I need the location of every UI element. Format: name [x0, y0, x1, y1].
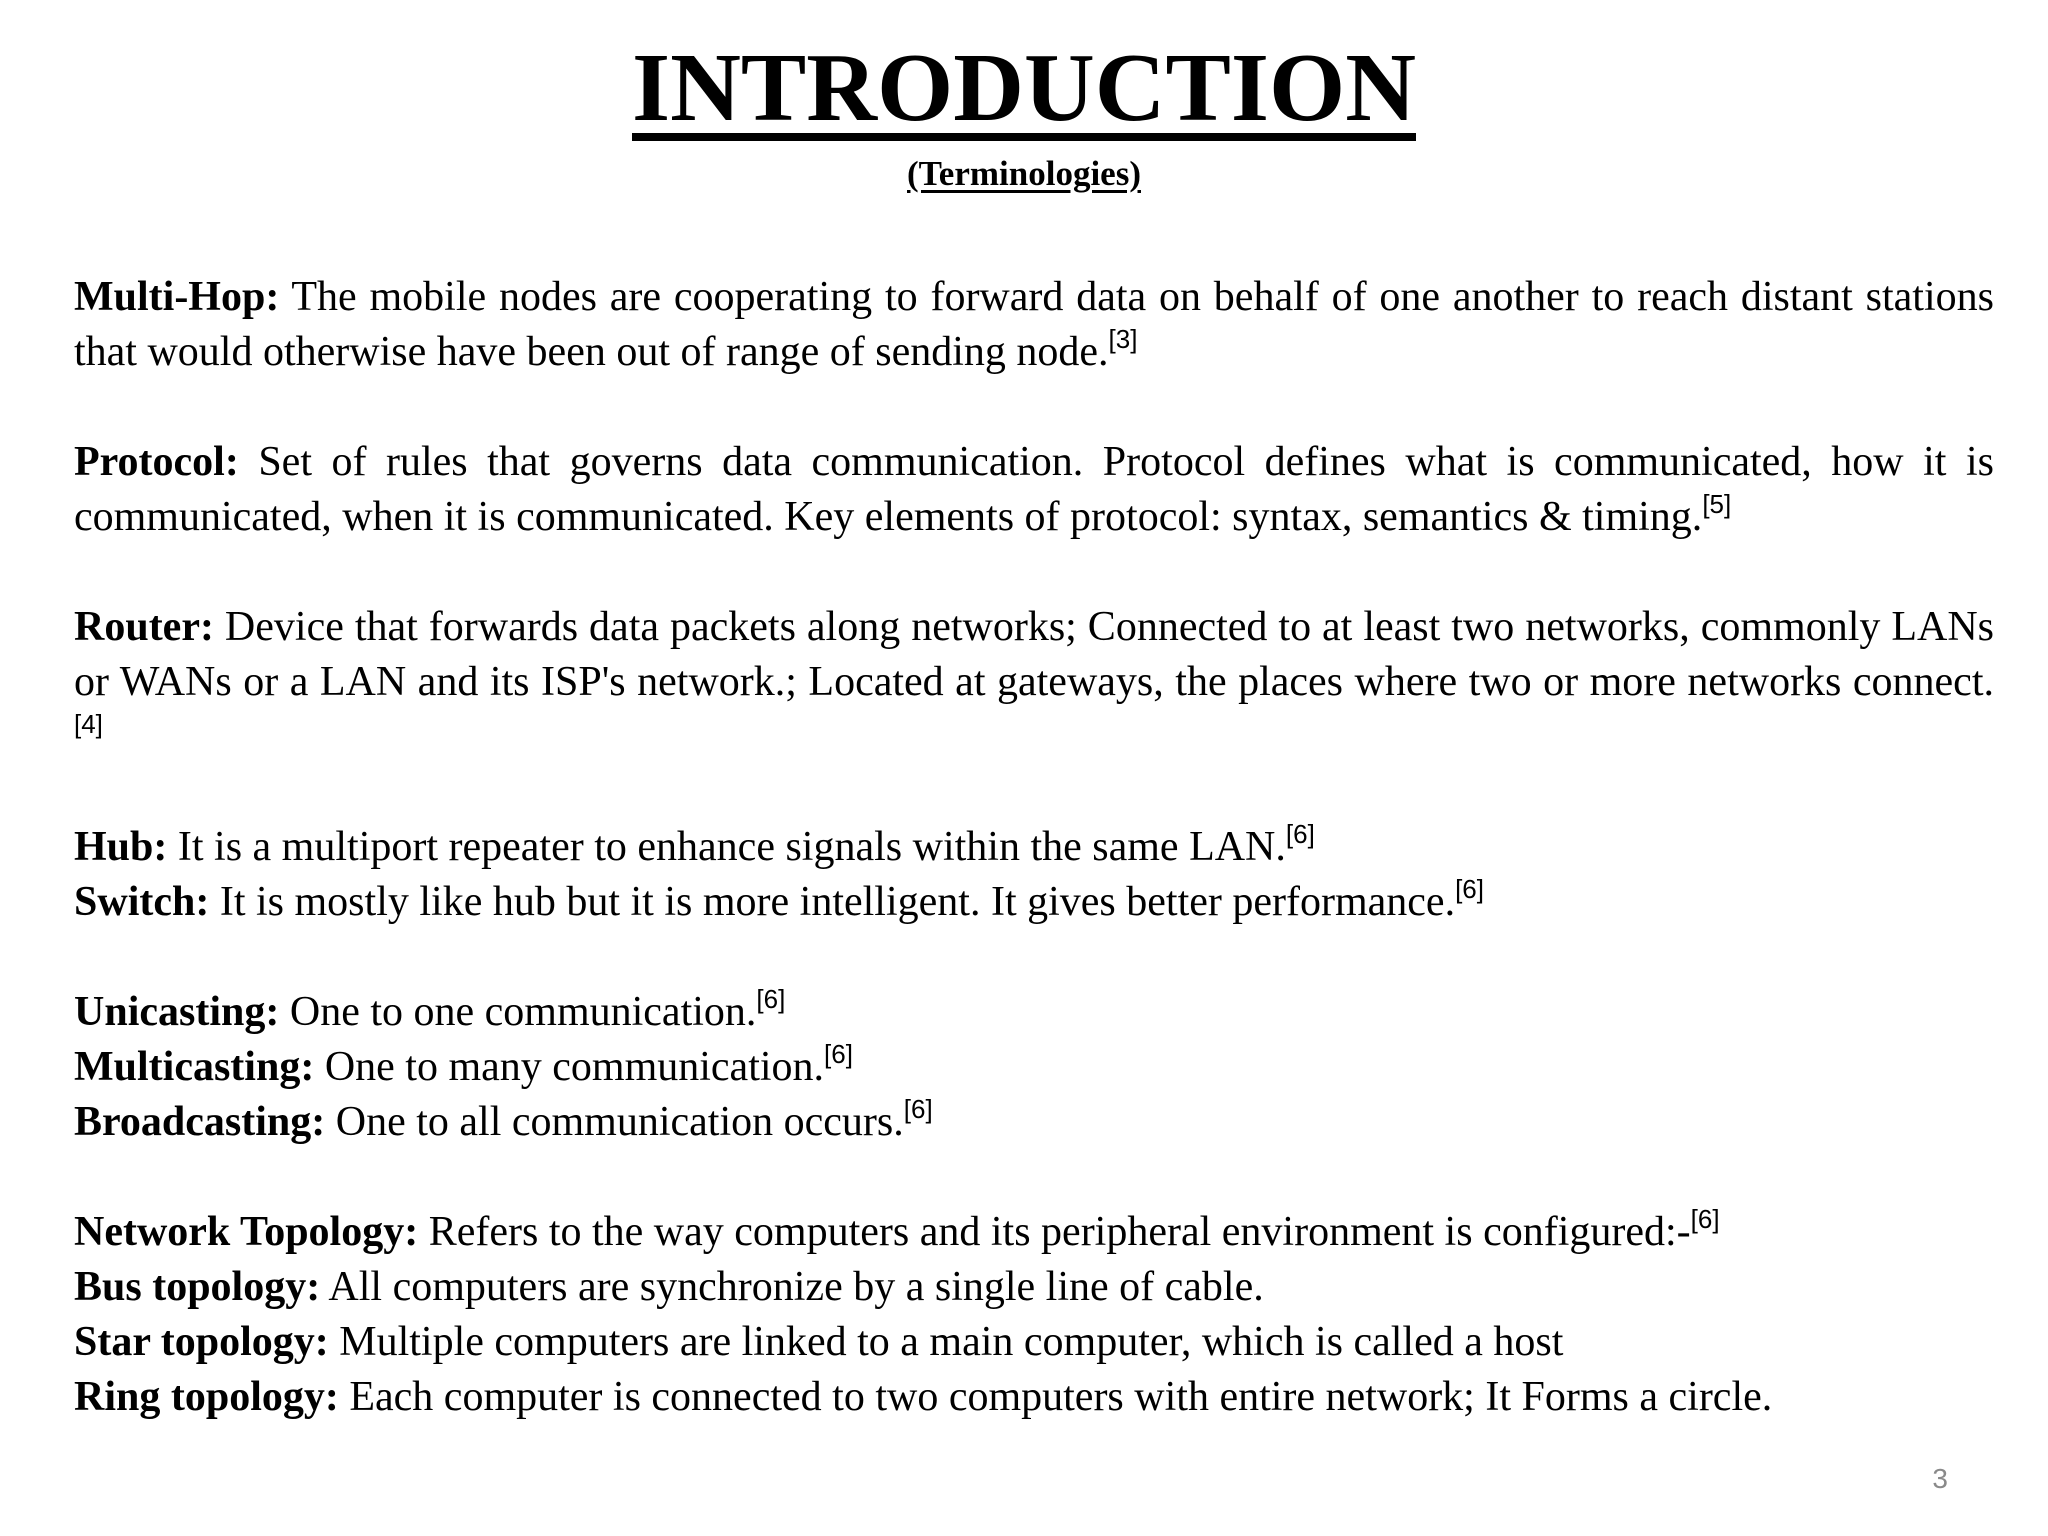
citation-ref: [5] — [1702, 489, 1732, 519]
entry-router — [74, 600, 1994, 765]
term-label: Bus topology: — [74, 1264, 321, 1310]
term-definition: One to one communication. — [279, 989, 757, 1035]
term-definition: Device that forwards data packets along networks; Connected to at least two networks, commonly LANs or WANs or a LAN and its ISP's network.; Located at gateways, the places where two or more networks connect. — [74, 604, 1994, 705]
term-label: Network Topology: — [74, 1209, 419, 1255]
term-definition: Each computer is connected to two computers with entire network; It Forms a circle. — [338, 1374, 1773, 1420]
entry-hub — [74, 820, 1994, 875]
term-label: Ring topology: — [74, 1374, 339, 1420]
slide-subtitle: (Terminologies) — [907, 154, 1141, 193]
term-label: Router: — [74, 604, 214, 650]
terminology-list — [74, 270, 1994, 1425]
entry-bus-topology — [74, 1260, 1994, 1315]
entry-star-topology — [74, 1315, 1994, 1370]
term-definition: One to all communication occurs. — [325, 1099, 904, 1145]
term-label: Broadcasting: — [74, 1099, 326, 1145]
entry-multi-hop — [74, 270, 1994, 380]
term-label: Star topology: — [74, 1319, 329, 1365]
page-number: 3 — [1932, 1463, 1948, 1494]
entry-group-topology — [74, 1205, 1994, 1425]
term-label: Switch: — [74, 879, 210, 925]
term-label: Protocol: — [74, 439, 239, 485]
term-label: Multicasting: — [74, 1044, 315, 1090]
term-definition: Multiple computers are linked to a main computer, which is called a host — [328, 1319, 1564, 1365]
term-definition: Refers to the way computers and its peripheral environment is configured:- — [418, 1209, 1691, 1255]
citation-ref: [4] — [74, 709, 103, 739]
entry-switch — [74, 875, 1994, 930]
entry-group-casting — [74, 985, 1994, 1150]
entry-group-devices — [74, 820, 1994, 930]
term-definition: All computers are synchronize by a single line of cable. — [320, 1264, 1264, 1310]
term-label: Unicasting: — [74, 989, 280, 1035]
slide-title-text: INTRODUCTION — [631, 34, 1417, 142]
citation-ref: [6] — [756, 984, 786, 1014]
term-definition: It is mostly like hub but it is more intelligent. It gives better performance. — [209, 879, 1456, 925]
citation-ref: [6] — [824, 1039, 853, 1069]
citation-ref: [6] — [903, 1094, 933, 1124]
term-definition: The mobile nodes are cooperating to forward data on behalf of one another to reach distant stations that would otherwise have been out of range of sending node. — [74, 274, 1994, 375]
citation-ref: [6] — [1455, 874, 1484, 904]
citation-ref: [6] — [1690, 1204, 1720, 1234]
term-label: Multi-Hop: — [74, 274, 280, 320]
entry-network-topology — [74, 1205, 1994, 1260]
entry-multicasting — [74, 1040, 1994, 1095]
term-label: Hub: — [74, 824, 168, 870]
slide-title — [0, 34, 2048, 142]
term-definition: It is a multiport repeater to enhance signals within the same LAN. — [167, 824, 1286, 870]
entry-ring-topology — [74, 1370, 1994, 1425]
entry-unicasting — [74, 985, 1994, 1040]
citation-ref: [3] — [1108, 324, 1138, 354]
term-definition: One to many communication. — [314, 1044, 825, 1090]
entry-protocol — [74, 435, 1994, 545]
entry-broadcasting — [74, 1095, 1994, 1150]
citation-ref: [6] — [1285, 819, 1315, 849]
term-definition: Set of rules that governs data communication. Protocol defines what is communicated, how it is communicated, when it is communicated. Key elements of protocol: syntax, semantics & timing. — [74, 439, 1994, 540]
